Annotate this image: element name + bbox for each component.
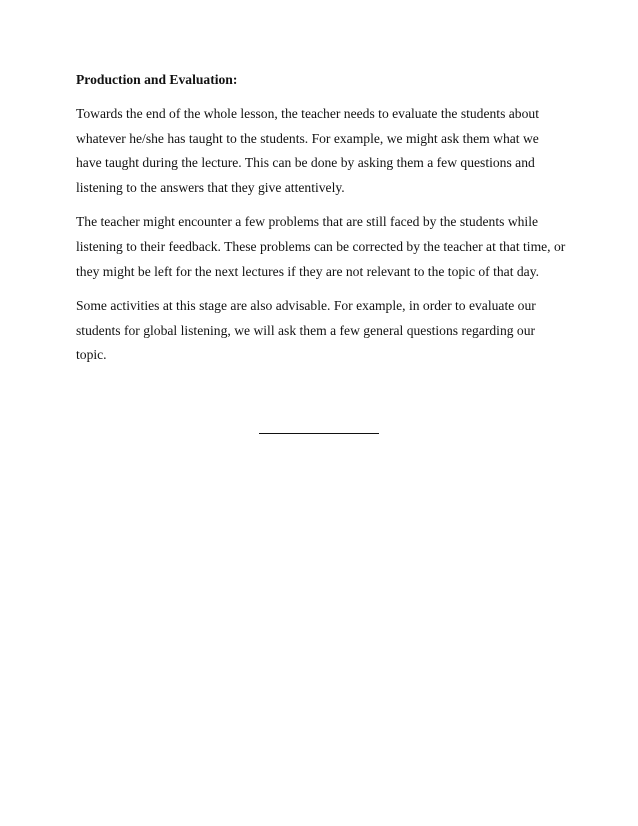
section-heading: Production and Evaluation:	[76, 72, 238, 87]
page-content	[76, 68, 566, 378]
paragraph-1: Towards the end of the whole lesson, the teacher needs to evaluate the students about whatever he/she has taught to the students. For example, we might ask them what we have taught during the lecture. This can be done by asking them a few questions and listening to the answers that they give attentively.	[76, 106, 539, 195]
paragraph-3: Some activities at this stage are also advisable. For example, in order to evaluate our students for global listening, we will ask them a few general questions regarding our topic.	[76, 298, 536, 363]
horizontal-rule	[259, 433, 379, 434]
paragraph-2: The teacher might encounter a few problems that are still faced by the students while listening to their feedback. These problems can be corrected by the teacher at that time, or they might be left for the next lectures if they are not relevant to the topic of that day.	[76, 214, 566, 279]
